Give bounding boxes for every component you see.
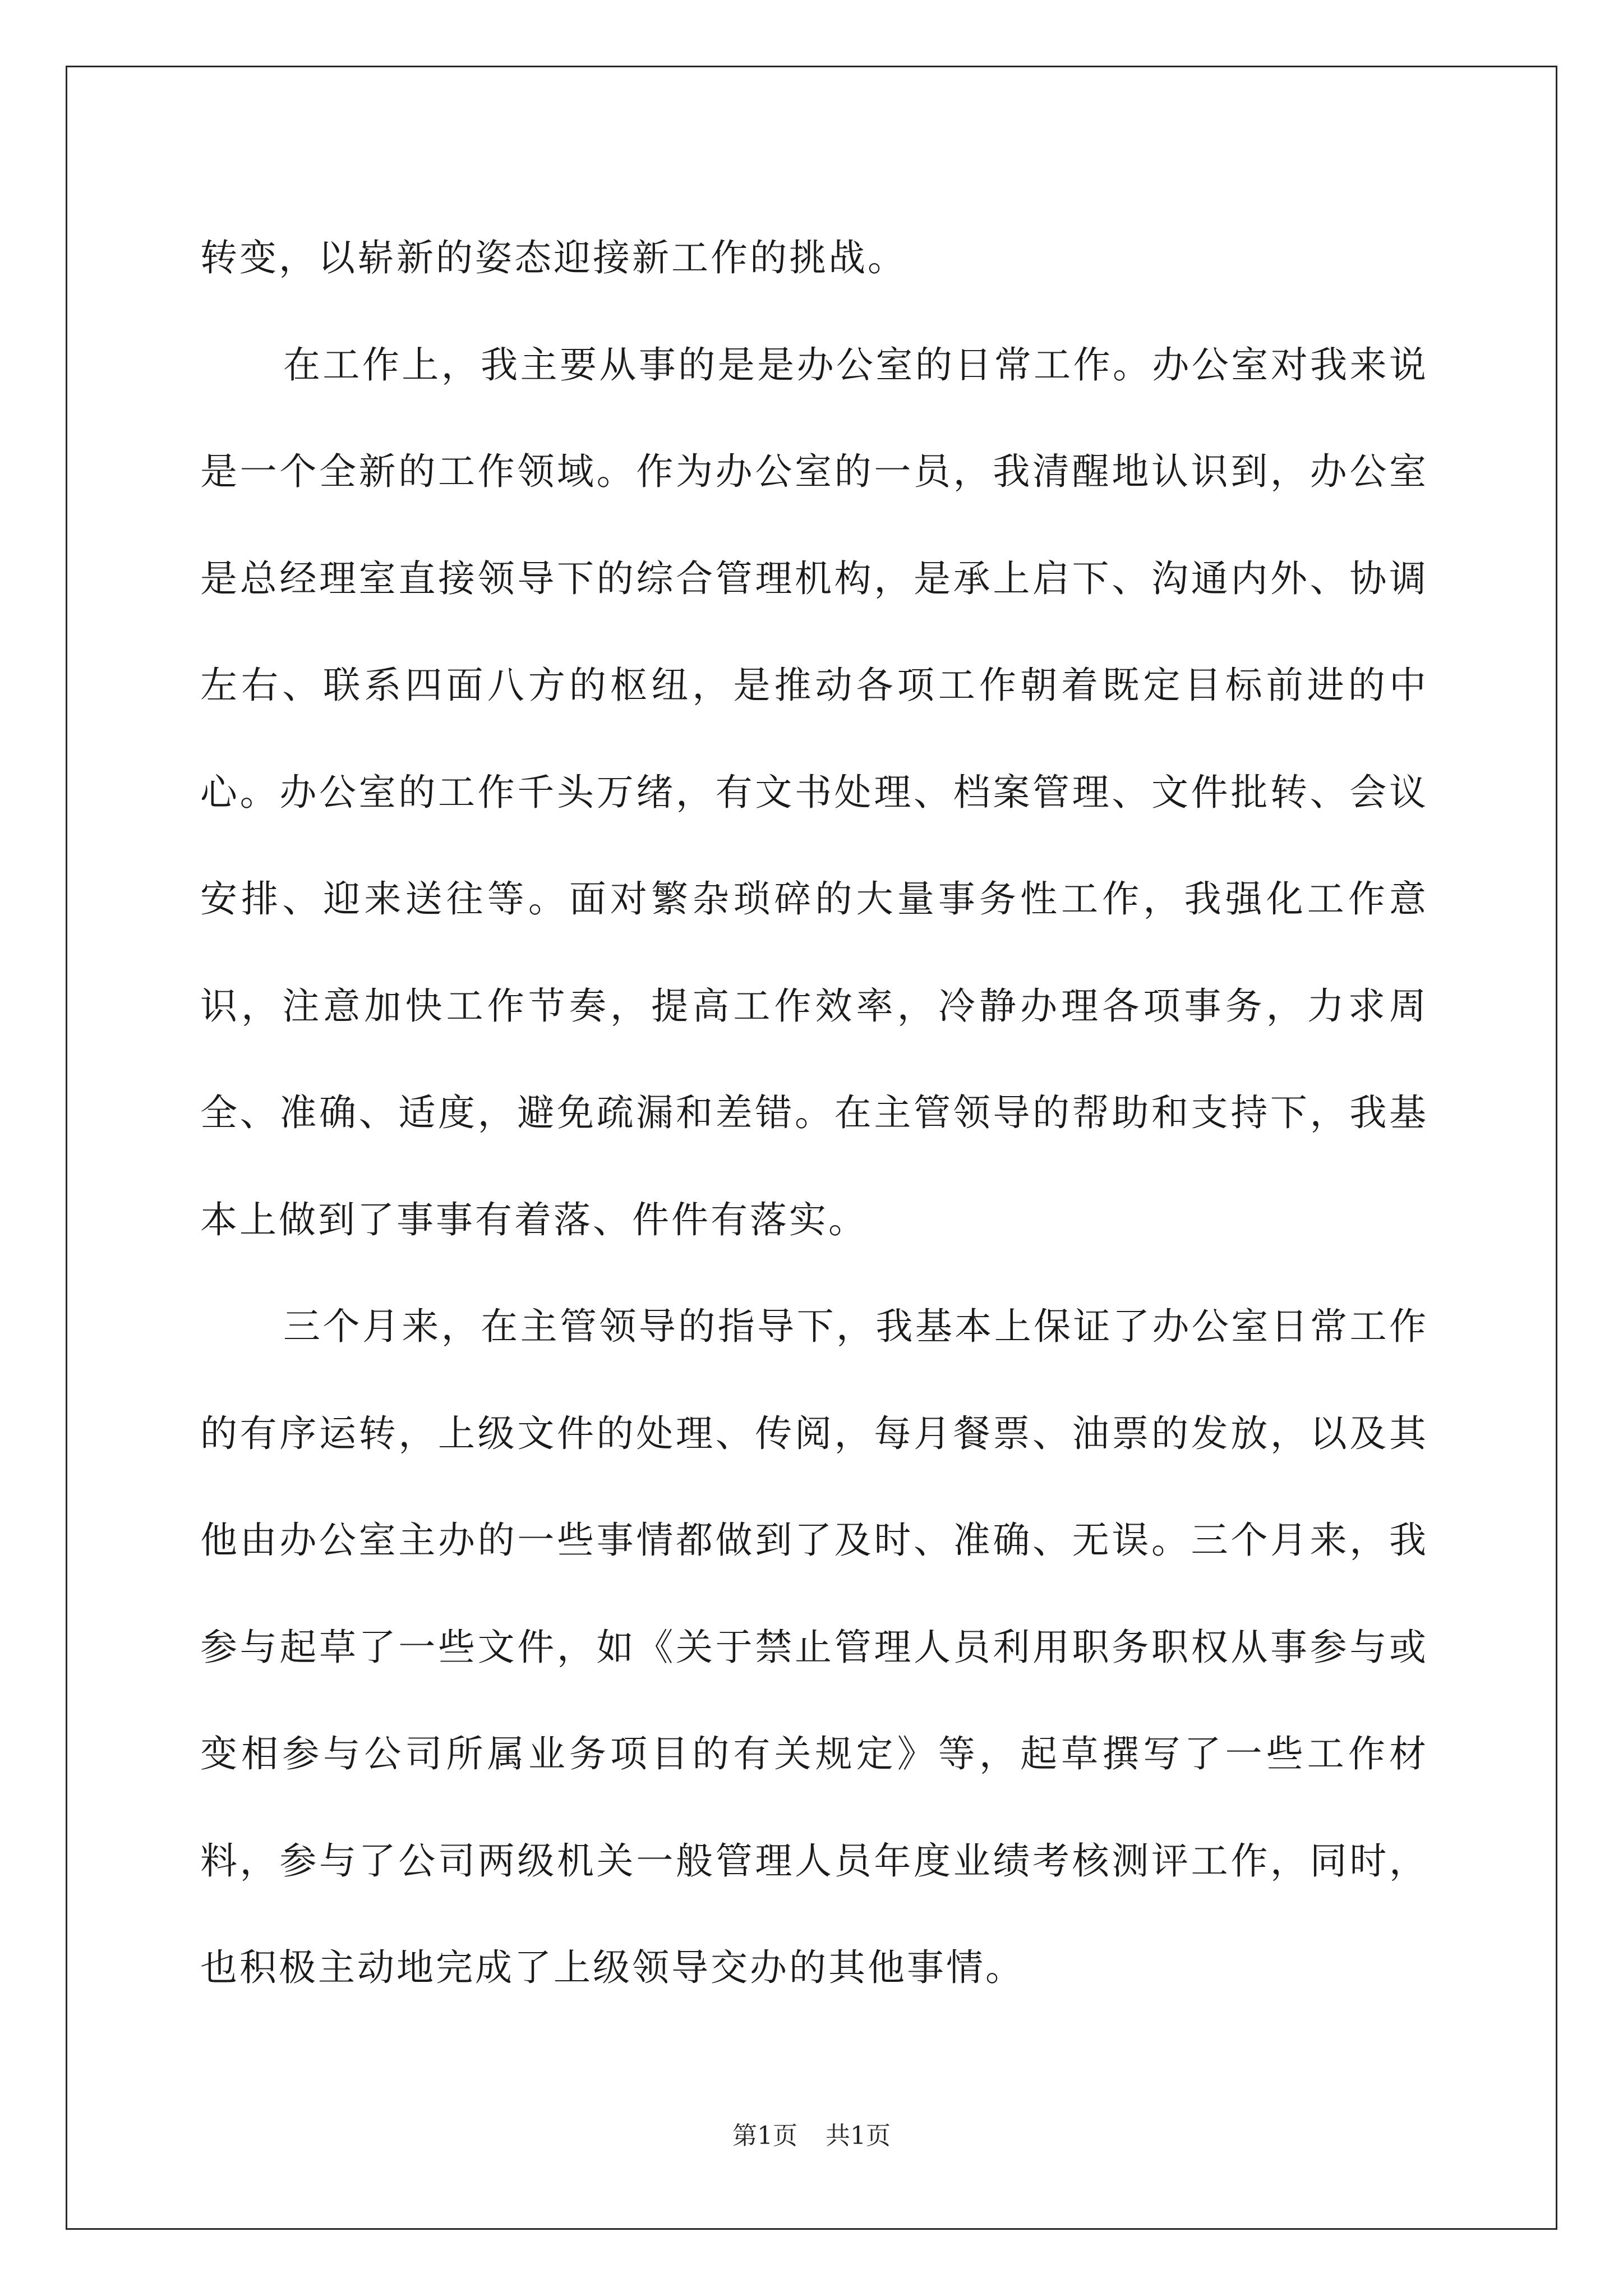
paragraph-1: 转变，以崭新的姿态迎接新工作的挑战。 [200,236,907,279]
page-number-current: 第1页 [732,2122,797,2150]
page-number-total: 共1页 [826,2122,891,2150]
paragraph-2: 在工作上，我主要从事的是是办公室的日常工作。办公室对我来说是一个全新的工作领域。作为办公室的一员，我清醒地认识到，办公室是总经理室直接领导下的综合管理机构，是承上启下、沟通内外、协调左右、联系四面八方的枢纽，是推动各项工作朝着既定目标前进的中心。办公室的工作千头万绪，有文书处理、档案管理、文件批转、会议安排、迎来送往等。面对繁杂琐碎的大量事务性工作，我强化工作意识，注意加快工作节奏，提高工作效率，冷静办理各项事务，力求周全、准确、适度，避免疏漏和差错。在主管领导的帮助和支持下，我基本上做到了事事有着落、件件有落实。 [200,343,1428,1241]
paragraph-3: 三个月来，在主管领导的指导下，我基本上保证了办公室日常工作的有序运转，上级文件的处理、传阅，每月餐票、油票的发放，以及其他由办公室主办的一些事情都做到了及时、准确、无误。三个月来，我参与起草了一些文件，如《关于禁止管理人员利用职务职权从事参与或变相参与公司所属业务项目的有关规定》等，起草撰写了一些工作材料，参与了公司两级机关一般管理人员年度业绩考核测评工作，同时，也积极主动地完成了上级领导交办的其他事情。 [200,1305,1428,1989]
document-body [200,205,1428,2022]
page-footer [0,2119,1623,2153]
